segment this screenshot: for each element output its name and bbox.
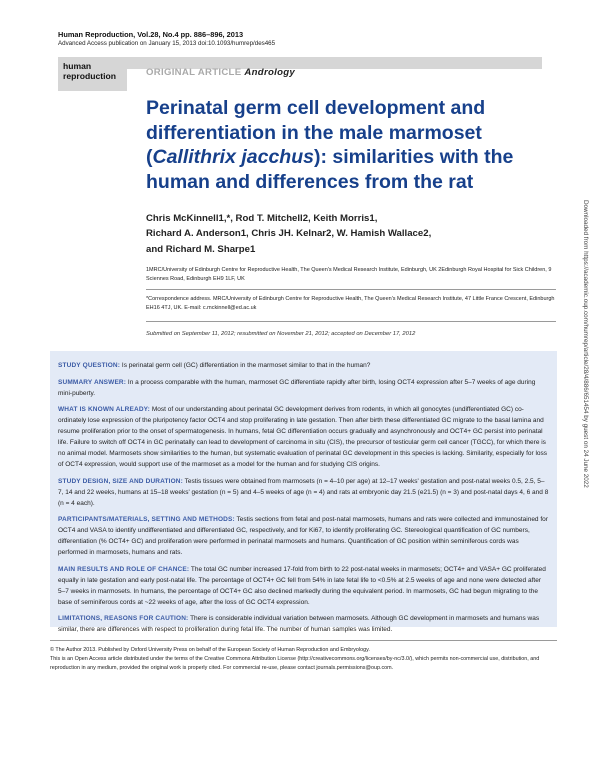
abstract-section: WHAT IS KNOWN ALREADY: Most of our understanding about perinatal GC development derives from rodents, in which all gonocytes (undifferentiated GC) co-ordinately lose expression of the pluripotency factor OCT4 and stop proliferating in late gestation. Then after birth these differentiated GC migrate to the basal lamina and resume proliferation prior to the onset of spermatogenesis. In humans, fetal GC differentiation occurs gradually and asynchronously and OCT4+ GC persist into perinatal life. Failure to switch off OCT4 in GC perinatally can lead to development of carcinoma in situ (CIS), the precursor of testicular germ cell cancer (TGCC), for which there is no animal model. Marmosets show similarities to the human, but systematic evaluation of perinatal GC development in this species is lacking. Similarity, especially for loss of OCT4 expression, would support use of the marmoset as a model for the human and for studying CIS origins. — [58, 406, 548, 468]
abstract-section: LIMITATIONS, REASONS FOR CAUTION: There is considerable individual variation between marmosets. Although GC development in marmosets and humans was similar, there are differences with respect to proliferation during fetal life. The number of human samples was limited. — [58, 615, 540, 633]
license-notice: This is an Open Access article distributed under the terms of the Creative Commons Attribution License (http://creativecommons.org/licenses/by-nc/3.0/), which permits non-commercial use, distribution, and reproduction in any medium, provided the original work is properly cited. For commercial re-use, please contact journals.permissions@oup.com. — [50, 655, 540, 671]
divider — [146, 321, 556, 322]
article-kind: ORIGINAL ARTICLE — [146, 67, 242, 78]
divider — [146, 289, 556, 290]
download-watermark — [582, 200, 592, 600]
download-watermark-text: Downloaded from https://academic.oup.com/humrep/article/28/4/886/651454 by guest on 24 June 2022 — [582, 200, 589, 488]
author-line: Richard A. Anderson1, Chris JH. Kelnar2, W. Hamish Wallace2, — [146, 228, 432, 240]
abstract-heading: SUMMARY ANSWER: — [58, 378, 127, 386]
abstract-heading: PARTICIPANTS/MATERIALS, SETTING AND METHODS: — [58, 516, 235, 523]
journal-brand-banner — [58, 57, 542, 91]
abstract-section: MAIN RESULTS AND ROLE OF CHANCE: The total GC number increased 17-fold from birth to 22 post-natal weeks in marmosets; OCT4+ and VASA+ GC proliferated equally in late gestation and early post-natal life. The percentage of OCT4+ GC fell from 54% in late fetal life to <0.5% at 2.5 weeks of age and none were detected after 5–7 weeks in marmosets. In humans, the percentage of OCT4+ GC also declined markedly during the equivalent period. In marmosets, GC had begun migrating to the base of seminiferous cords at ~22 weeks of age, after the loss of GC OCT4 expression. — [58, 565, 546, 606]
advance-access-line: Advanced Access publication on January 15, 2013 doi:10.1093/humrep/des465 — [58, 40, 276, 47]
copyright-notice: © The Author 2013. Published by Oxford University Press on behalf of the European Society of Human Reproduction and Embryology. — [50, 647, 370, 653]
journal-header — [58, 30, 538, 48]
abstract-heading: MAIN RESULTS AND ROLE OF CHANCE: — [58, 565, 190, 573]
journal-logo-text: human reproduction — [63, 61, 116, 81]
abstract-section: STUDY DESIGN, SIZE AND DURATION: Testis tissues were obtained from marmosets (n = 4–10 per age) at 12–17 weeks' gestation and post-natal weeks 0.5, 2.5, 5–7, 14 and 22 weeks, humans at 15–18 weeks' gestation (n = 5) and 4–5 weeks of age (n = 4) and rats at embryonic day 21.5 (e21.5) (n = 3) and post-natal days 4, 6 and 8 (n = 4 each). — [58, 477, 549, 507]
species-name: Callithrix jacchus — [152, 146, 314, 168]
submission-dates: Submitted on September 11, 2012; resubmitted on November 21, 2012; accepted on December 17, 2012 — [146, 331, 416, 337]
abstract-heading: STUDY QUESTION: — [58, 362, 121, 369]
abstract-heading: WHAT IS KNOWN ALREADY: — [58, 406, 151, 413]
article-category: Andrology — [244, 67, 296, 78]
structured-abstract — [50, 351, 557, 633]
author-line: Chris McKinnell1,*, Rod T. Mitchell2, Keith Morris1, — [146, 213, 378, 224]
author-line: and Richard M. Sharpe1 — [146, 243, 256, 255]
correspondence-address: *Correspondence address. MRC/University of Edinburgh Centre for Reproductive Health, The Queen's Medical Research Institute, 47 Little France Crescent, Edinburgh EH16 4TJ, UK. E-mail: c.mckinnell@ed.ac.uk — [146, 296, 555, 311]
abstract-section: SUMMARY ANSWER: In a process comparable with the human, marmoset GC differentiate rapidly after birth, losing OCT4 expression after 5–7 weeks of age during mini-puberty. — [58, 378, 536, 397]
author-list — [146, 211, 556, 257]
journal-logo — [58, 57, 127, 91]
abstract-heading: STUDY DESIGN, SIZE AND DURATION: — [58, 477, 183, 485]
abstract-section: PARTICIPANTS/MATERIALS, SETTING AND METHODS: Testis sections from fetal and post-natal marmosets, humans and rats were collected and immunostained for OCT4 and VASA to identify undifferentiated and differentiated GC, respectively, and for Ki67, to identify proliferating GC. Stereological quantification of GC numbers, differentiation (% OCT4+ GC) and proliferation were performed in perinatal marmosets and humans. Quantification of GC position within seminiferous cords was performed in marmosets, humans and rats. — [58, 516, 548, 556]
abstract-heading: LIMITATIONS, REASONS FOR CAUTION: — [58, 615, 189, 622]
article-title: Perinatal germ cell development and differentiation in the male marmoset (Callithrix jacchus): similarities with the human and differences from the rat — [146, 97, 514, 193]
footer-divider — [50, 640, 557, 641]
journal-citation: Human Reproduction, Vol.28, No.4 pp. 886–896, 2013 — [58, 30, 244, 39]
abstract-section: STUDY QUESTION: Is perinatal germ cell (GC) differentiation in the marmoset similar to that in the human? — [58, 362, 371, 369]
license-footer — [50, 646, 557, 672]
article-type — [146, 67, 295, 78]
affiliations: 1MRC/University of Edinburgh Centre for Reproductive Health, The Queen's Medical Research Institute, Edinburgh, UK 2Edinburgh Royal Hospital for Sick Children, 9 Sciennes Road, Edinburgh EH9 1LF, UK — [146, 267, 552, 282]
